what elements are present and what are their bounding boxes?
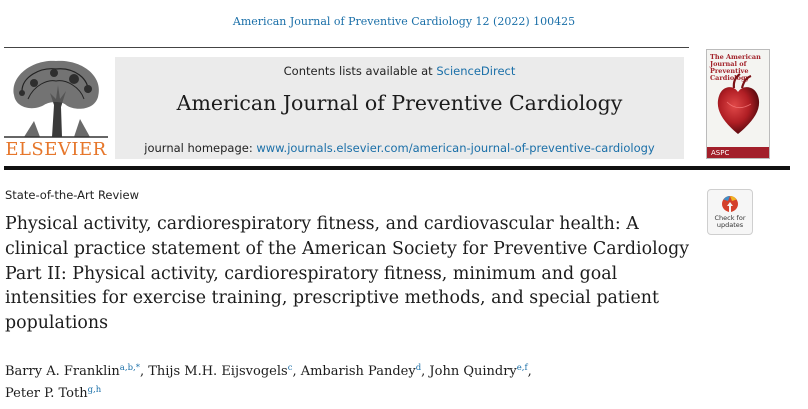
journal-homepage <box>115 141 684 155</box>
contents-availability <box>115 64 684 78</box>
homepage-prefix: journal homepage: <box>144 141 257 155</box>
author-name: John Quindry <box>429 364 517 379</box>
cover-society: ASPC <box>711 149 730 157</box>
article-title: Physical activity, cardiorespiratory fitness, and cardiovascular health: A clinical practice statement of the American Society for Preventive Cardiology Part II: Physical activity, cardiorespiratory fitness, minimum and goal intensities for exercise training, prescriptive methods, and special patient populations <box>5 214 690 334</box>
author-separator: , <box>139 364 149 379</box>
author-separator: , <box>292 364 301 379</box>
contents-prefix: Contents lists available at <box>283 64 437 78</box>
heart-icon <box>707 50 769 140</box>
cover-title: The American Journal of Preventive Cardiology <box>710 53 761 82</box>
author-name: Thijs M.H. Eijsvogels <box>148 364 288 379</box>
cover-footer-bar <box>707 147 769 158</box>
author[interactable] <box>5 364 140 379</box>
author-affiliation[interactable]: d <box>415 363 422 373</box>
header-divider <box>4 47 689 48</box>
author-name: Barry A. Franklin <box>5 364 120 379</box>
author-name: Peter P. Toth <box>5 386 88 401</box>
elsevier-logo[interactable] <box>4 55 108 159</box>
check-updates-icon <box>721 194 739 214</box>
header-thick-rule <box>4 166 790 170</box>
author[interactable] <box>301 364 421 379</box>
elsevier-tree-icon <box>4 55 108 139</box>
check-updates-label <box>708 215 752 229</box>
homepage-link[interactable]: www.journals.elsevier.com/american-journal-of-preventive-cardiology <box>256 141 655 155</box>
author-name: Ambarish Pandey <box>300 364 416 379</box>
author-affiliation[interactable]: e,f <box>516 363 528 373</box>
elsevier-wordmark: ELSEVIER <box>5 139 107 160</box>
article-type: State-of-the-Art Review <box>5 188 139 202</box>
author-separator: , <box>527 364 532 379</box>
journal-citation[interactable]: American Journal of Preventive Cardiology 12 (2022) 100425 <box>232 15 576 28</box>
sciencedirect-link[interactable]: ScienceDirect <box>436 64 516 78</box>
journal-name: American Journal of Preventive Cardiology <box>176 91 623 115</box>
author-affiliation[interactable]: c <box>287 363 293 373</box>
author-list <box>5 359 645 403</box>
journal-header <box>115 57 684 159</box>
author-affiliation[interactable]: a,b,* <box>119 363 140 373</box>
check-for-updates-button[interactable] <box>707 189 753 235</box>
author[interactable] <box>5 386 101 401</box>
check-updates-line2: updates <box>716 221 744 229</box>
author-separator: , <box>421 364 430 379</box>
journal-cover[interactable] <box>706 49 770 159</box>
author[interactable] <box>148 364 292 379</box>
author[interactable] <box>429 364 527 379</box>
author-affiliation[interactable]: g,h <box>87 385 102 395</box>
check-updates-line1: Check for <box>714 214 746 222</box>
